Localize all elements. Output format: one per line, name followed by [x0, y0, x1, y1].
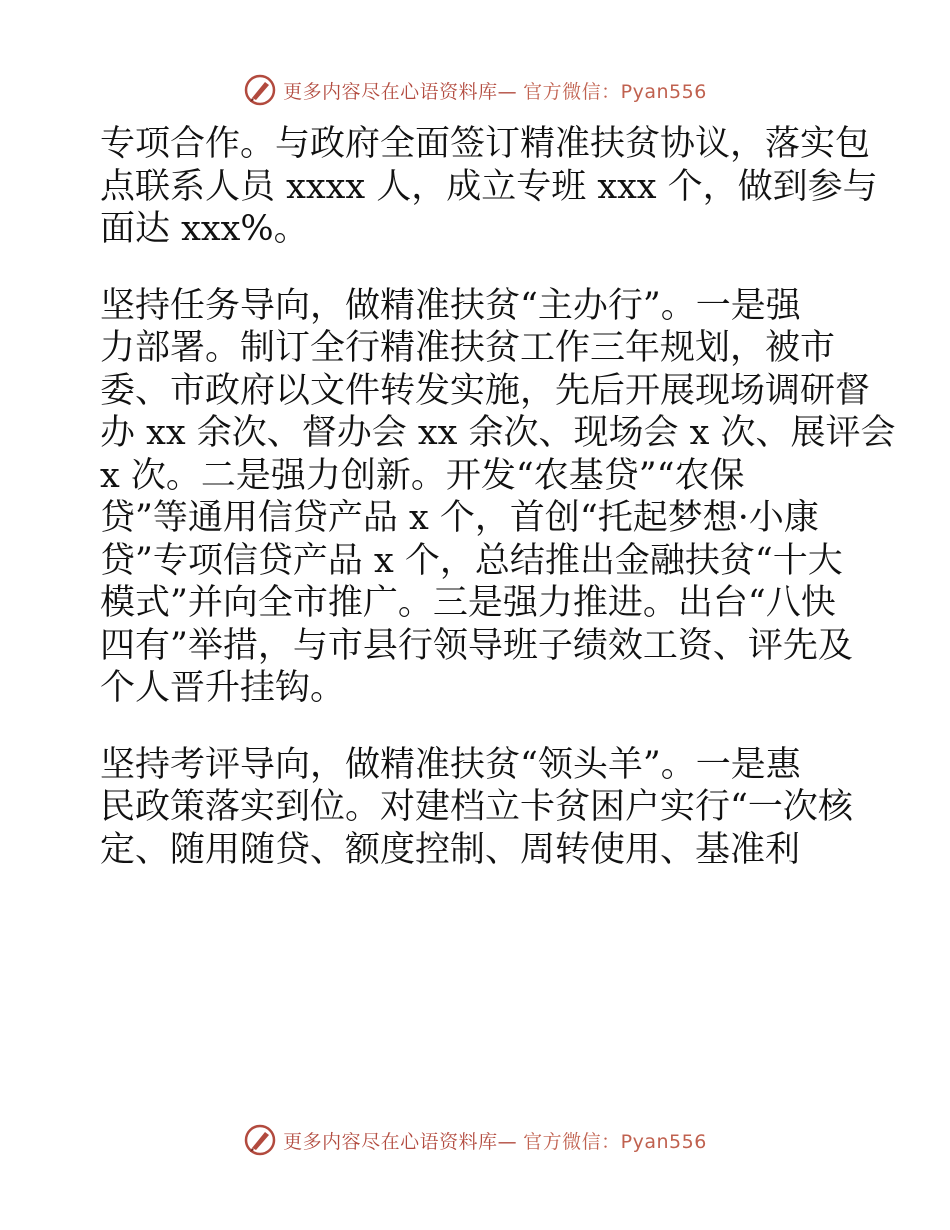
- text-line: 坚持任务导向，做精准扶贫“主办行”。一是强: [100, 285, 801, 326]
- watermark-wechat-text: 官方微信：Pyan556: [523, 80, 707, 103]
- paragraph: [100, 285, 896, 710]
- text-line: 民政策落实到位。对建档立卡贫困户实行“一次核: [100, 787, 853, 827]
- text-line: x 次。二是强力创新。开发“农基贷”“农保: [100, 455, 745, 496]
- text-line: 点联系人员 xxxx 人，成立专班 xxx 个，做到参与: [100, 166, 878, 207]
- text-line: 坚持考评导向，做精准扶贫“领头羊”。一是惠: [100, 744, 801, 785]
- pen-logo-icon: [243, 1123, 277, 1157]
- text-line: 个人晋升挂钩。: [100, 668, 346, 708]
- watermark-wechat-text: 官方微信：Pyan556: [523, 1130, 707, 1153]
- footer-watermark: [0, 1120, 950, 1160]
- watermark-site-text: 更多内容尽在心语资料库—: [283, 80, 518, 103]
- paragraph: [100, 123, 878, 251]
- text-line: 委、市政府以文件转发实施，先后开展现场调研督: [100, 370, 871, 411]
- text-line: 贷”专项信贷产品 x 个，总结推出金融扶贫“十大: [100, 540, 843, 581]
- text-line: 贷”等通用信贷产品 x 个，首创“托起梦想·小康: [100, 498, 819, 538]
- paragraph: [100, 744, 860, 872]
- document-body: [100, 123, 896, 871]
- pen-logo-icon: [243, 73, 277, 107]
- text-line: 办 xx 余次、督办会 xx 余次、现场会 x 次、展评会: [100, 413, 896, 453]
- text-line: 面达 xxx%。: [100, 209, 309, 249]
- text-line: 四有”举措，与市县行领导班子绩效工资、评先及: [100, 625, 853, 666]
- text-line: 模式”并向全市推广。三是强力推进。出台“八快: [100, 583, 836, 623]
- text-line: 力部署。制订全行精准扶贫工作三年规划，被市: [100, 328, 836, 368]
- watermark-site-text: 更多内容尽在心语资料库—: [283, 1130, 518, 1153]
- header-watermark: [0, 70, 950, 110]
- text-line: 专项合作。与政府全面签订精准扶贫协议，落实包: [100, 124, 871, 164]
- text-line: 定、随用随贷、额度控制、周转使用、基准利: [100, 829, 801, 870]
